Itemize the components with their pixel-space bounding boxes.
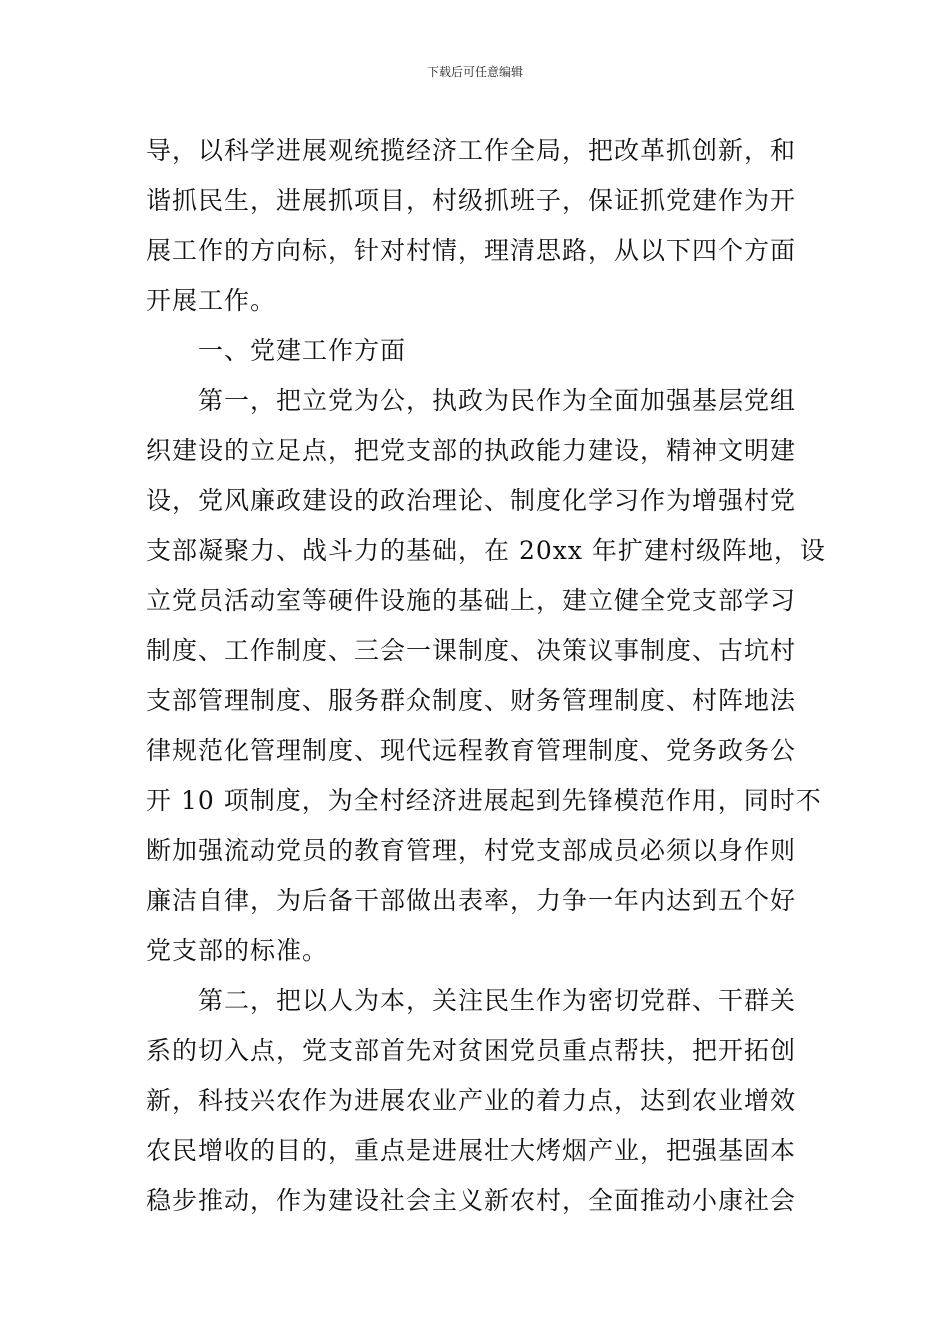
body-line: 开 10 项制度，为全村经济进展起到先锋模范作用，同时不 (146, 786, 822, 815)
body-line: 第二，把以人为本，关注民生作为密切党群、干群关 (146, 986, 797, 1015)
body-line: 党支部的标准。 (146, 936, 329, 965)
body-line: 廉洁自律，为后备干部做出表率，力争一年内达到五个好 (146, 886, 797, 915)
body-line: 织建设的立足点，把党支部的执政能力建设，精神文明建 (146, 436, 797, 465)
body-line: 开展工作。 (146, 286, 277, 315)
body-line: 律规范化管理制度、现代远程教育管理制度、党务政务公 (146, 736, 797, 765)
body-line: 展工作的方向标，针对村情，理清思路，从以下四个方面 (146, 236, 797, 265)
body-line: 立党员活动室等硬件设施的基础上，建立健全党支部学习 (146, 586, 797, 615)
body-line: 系的切入点，党支部首先对贫困党员重点帮扶，把开拓创 (146, 1036, 797, 1065)
body-line: 支部管理制度、服务群众制度、财务管理制度、村阵地法 (146, 686, 797, 715)
body-line: 稳步推动，作为建设社会主义新农村，全面推动小康社会 (146, 1186, 797, 1215)
body-line: 第一，把立党为公，执政为民作为全面加强基层党组 (146, 386, 797, 415)
body-line: 设，党风廉政建设的政治理论、制度化学习作为增强村党 (146, 486, 797, 515)
body-line: 支部凝聚力、战斗力的基础，在 20xx 年扩建村级阵地，设 (146, 536, 826, 565)
body-line: 导，以科学进展观统揽经济工作全局，把改革抓创新，和 (146, 136, 797, 165)
page-header: 下载后可任意编辑 (426, 65, 523, 79)
body-line: 谐抓民生，进展抓项目，村级抓班子，保证抓党建作为开 (146, 186, 797, 215)
body-line: 农民增收的目的，重点是进展壮大烤烟产业，把强基固本 (146, 1136, 797, 1165)
section-heading: 一、党建工作方面 (146, 336, 407, 365)
body-line: 断加强流动党员的教育管理，村党支部成员必须以身作则 (146, 836, 797, 865)
body-line: 新，科技兴农作为进展农业产业的着力点，达到农业增效 (146, 1086, 797, 1115)
body-line: 制度、工作制度、三会一课制度、决策议事制度、古坑村 (146, 636, 797, 665)
